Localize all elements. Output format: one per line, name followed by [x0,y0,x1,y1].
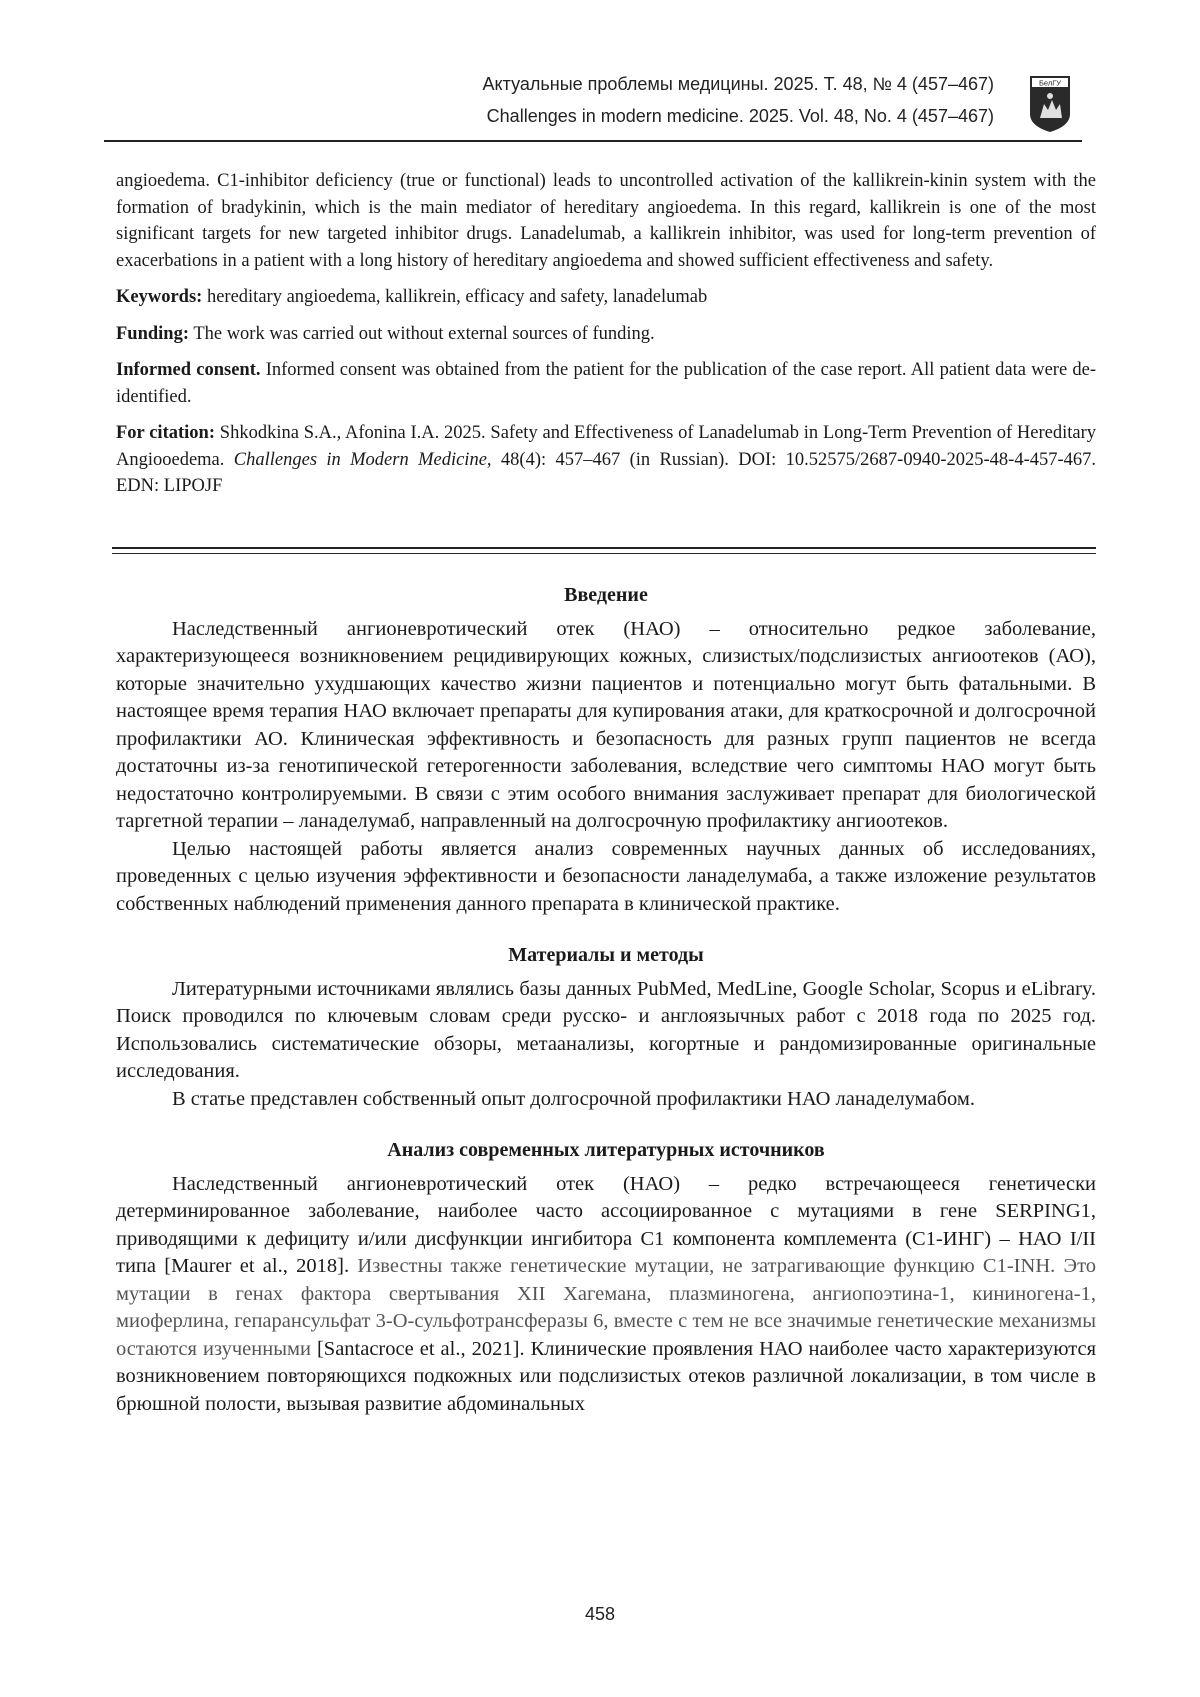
funding [116,321,1096,348]
heading-literature-analysis: Анализ современных литературных источников [387,1139,825,1161]
university-logo-icon [1028,74,1072,134]
paragraph: В статье представлен собственный опыт долгосрочной профилактики НАО ланаделумабом. [172,1087,976,1110]
paragraph-part: [Santacroce et al., 2021]. Клинические проявления НАО наиболее часто характеризуются возникновением повторяющихся подкожных или подслизистых отеков различной локализации, в том числе в брюшной полости, вызывая развитие абдоминальных [116,1337,1097,1415]
paragraph-part-grey: Известны также генетические мутации, не затрагивающие функцию С1-INH. Это мутации в генах фактора свертывания XII Хагемана, плазминогена, ангиопоэтина-1, кининогена-1, миоферлина, гепарансульфат 3-О-сульфотрансферазы 6, вместе с тем не все значимые генетические механизмы остаются изученными [116,1255,1097,1360]
funding-value: The work was carried out without external sources of funding. [193,323,655,344]
journal-title-ru: Актуальные проблемы медицины. 2025. Т. 48, № 4 (457–467) [482,74,994,94]
paragraph-part: Наследственный ангионевротический отек (НАО) – редко встречающееся генетически детерминированное заболевание, наиболее часто ассоциированное с мутациями в гене SERPING1, приводящими к дефициту и/или дисфункции ингибитора С1 компонента комплемента (С1-ИНГ) – НАО I/II типа [Maurer et al., 2018]. [116,1172,1096,1277]
informed-consent [116,357,1096,410]
heading-introduction: Введение [564,584,648,606]
paragraph [116,1171,1096,1419]
citation-text: Shkodkina S.A., Afonina I.A. 2025. Safety and Effectiveness of Lanadelumab in Long-Term Prevention of Hereditary Angiooedema. [116,423,1096,470]
abstract-text: angioedema. C1-inhibitor deficiency (true or functional) leads to uncontrolled activation of the kallikrein-kinin system with the formation of bradykinin, which is the main mediator of hereditary angioedema. In this regard, kallikrein is one of the most significant targets for new targeted inhibitor drugs. Lanadelumab, a kallikrein inhibitor, was used for long-term prevention of exacerbations in a patient with a long history of hereditary angioedema and showed sufficient effectiveness and safety. [116,171,1096,271]
section-divider [112,547,1096,549]
consent-label: Informed consent. [116,360,261,380]
svg-text:БелГУ: БелГУ [1038,78,1062,88]
english-abstract [116,168,1096,510]
paragraph: Наследственный ангионевротический отек (НАО) – относительно редкое заболевание, характеризующееся возникновением рецидивирующих кожных, слизистых/подслизистых ангиоотеков (АО), которые значительно ухудшающих качество жизни пациентов и потенциально могут быть фатальными. В настоящее время терапия НАО включает препараты для купирования атаки, для краткосрочной и долгосрочной профилактики АО. Клиническая эффективность и безопасность для разных групп пациентов не всегда достаточны из-за генотипической гетерогенности заболевания, вследствие чего симптомы НАО могут быть недостаточно контролируемыми. В связи с этим особого внимания заслуживает препарат для биологической таргетной терапии – ланаделумаб, направленный на долгосрочную профилактику ангиоотеков. [116,617,1096,832]
article-body [116,582,1096,1418]
heading-methods: Материалы и методы [508,944,704,966]
journal-title-en: Challenges in modern medicine. 2025. Vol. 48, No. 4 (457–467) [486,106,994,126]
funding-label: Funding: [116,323,190,344]
keywords-value: hereditary angioedema, kallikrein, efficacy and safety, lanadelumab [206,287,708,307]
consent-value: Informed consent was obtained from the patient for the publication of the case report. All patient data were de-identified. [116,360,1097,407]
page-number: 458 [584,1604,616,1624]
citation [116,420,1096,500]
citation-label: For citation: [116,423,215,443]
section-divider-thin [112,553,1096,554]
citation-journal: Challenges in Modern Medicine [233,449,487,470]
paragraph: Литературными источниками являлись базы данных PubMed, MedLine, Google Scholar, Scopus и eLibrary. Поиск проводился по ключевым словам среди русско- и англоязычных работ с 2018 года по 2025 год. Использовались систематические обзоры, метаанализы, когортные и рандомизированные оригинальные исследования. [116,977,1096,1082]
running-header [104,68,1082,142]
keywords [116,284,1096,311]
citation-details: , 48(4): 457–467 (in Russian). DOI: 10.52575/2687-0940-2025-48-4-457-467. EDN: LIPOJF [116,449,1097,496]
keywords-label: Keywords: [116,287,203,307]
paragraph: Целью настоящей работы является анализ современных научных данных об исследованиях, проведенных с целью изучения эффективности и безопасности ланаделумаба, а также изложение результатов собственных наблюдений применения данного препарата в клинической практике. [116,837,1096,915]
